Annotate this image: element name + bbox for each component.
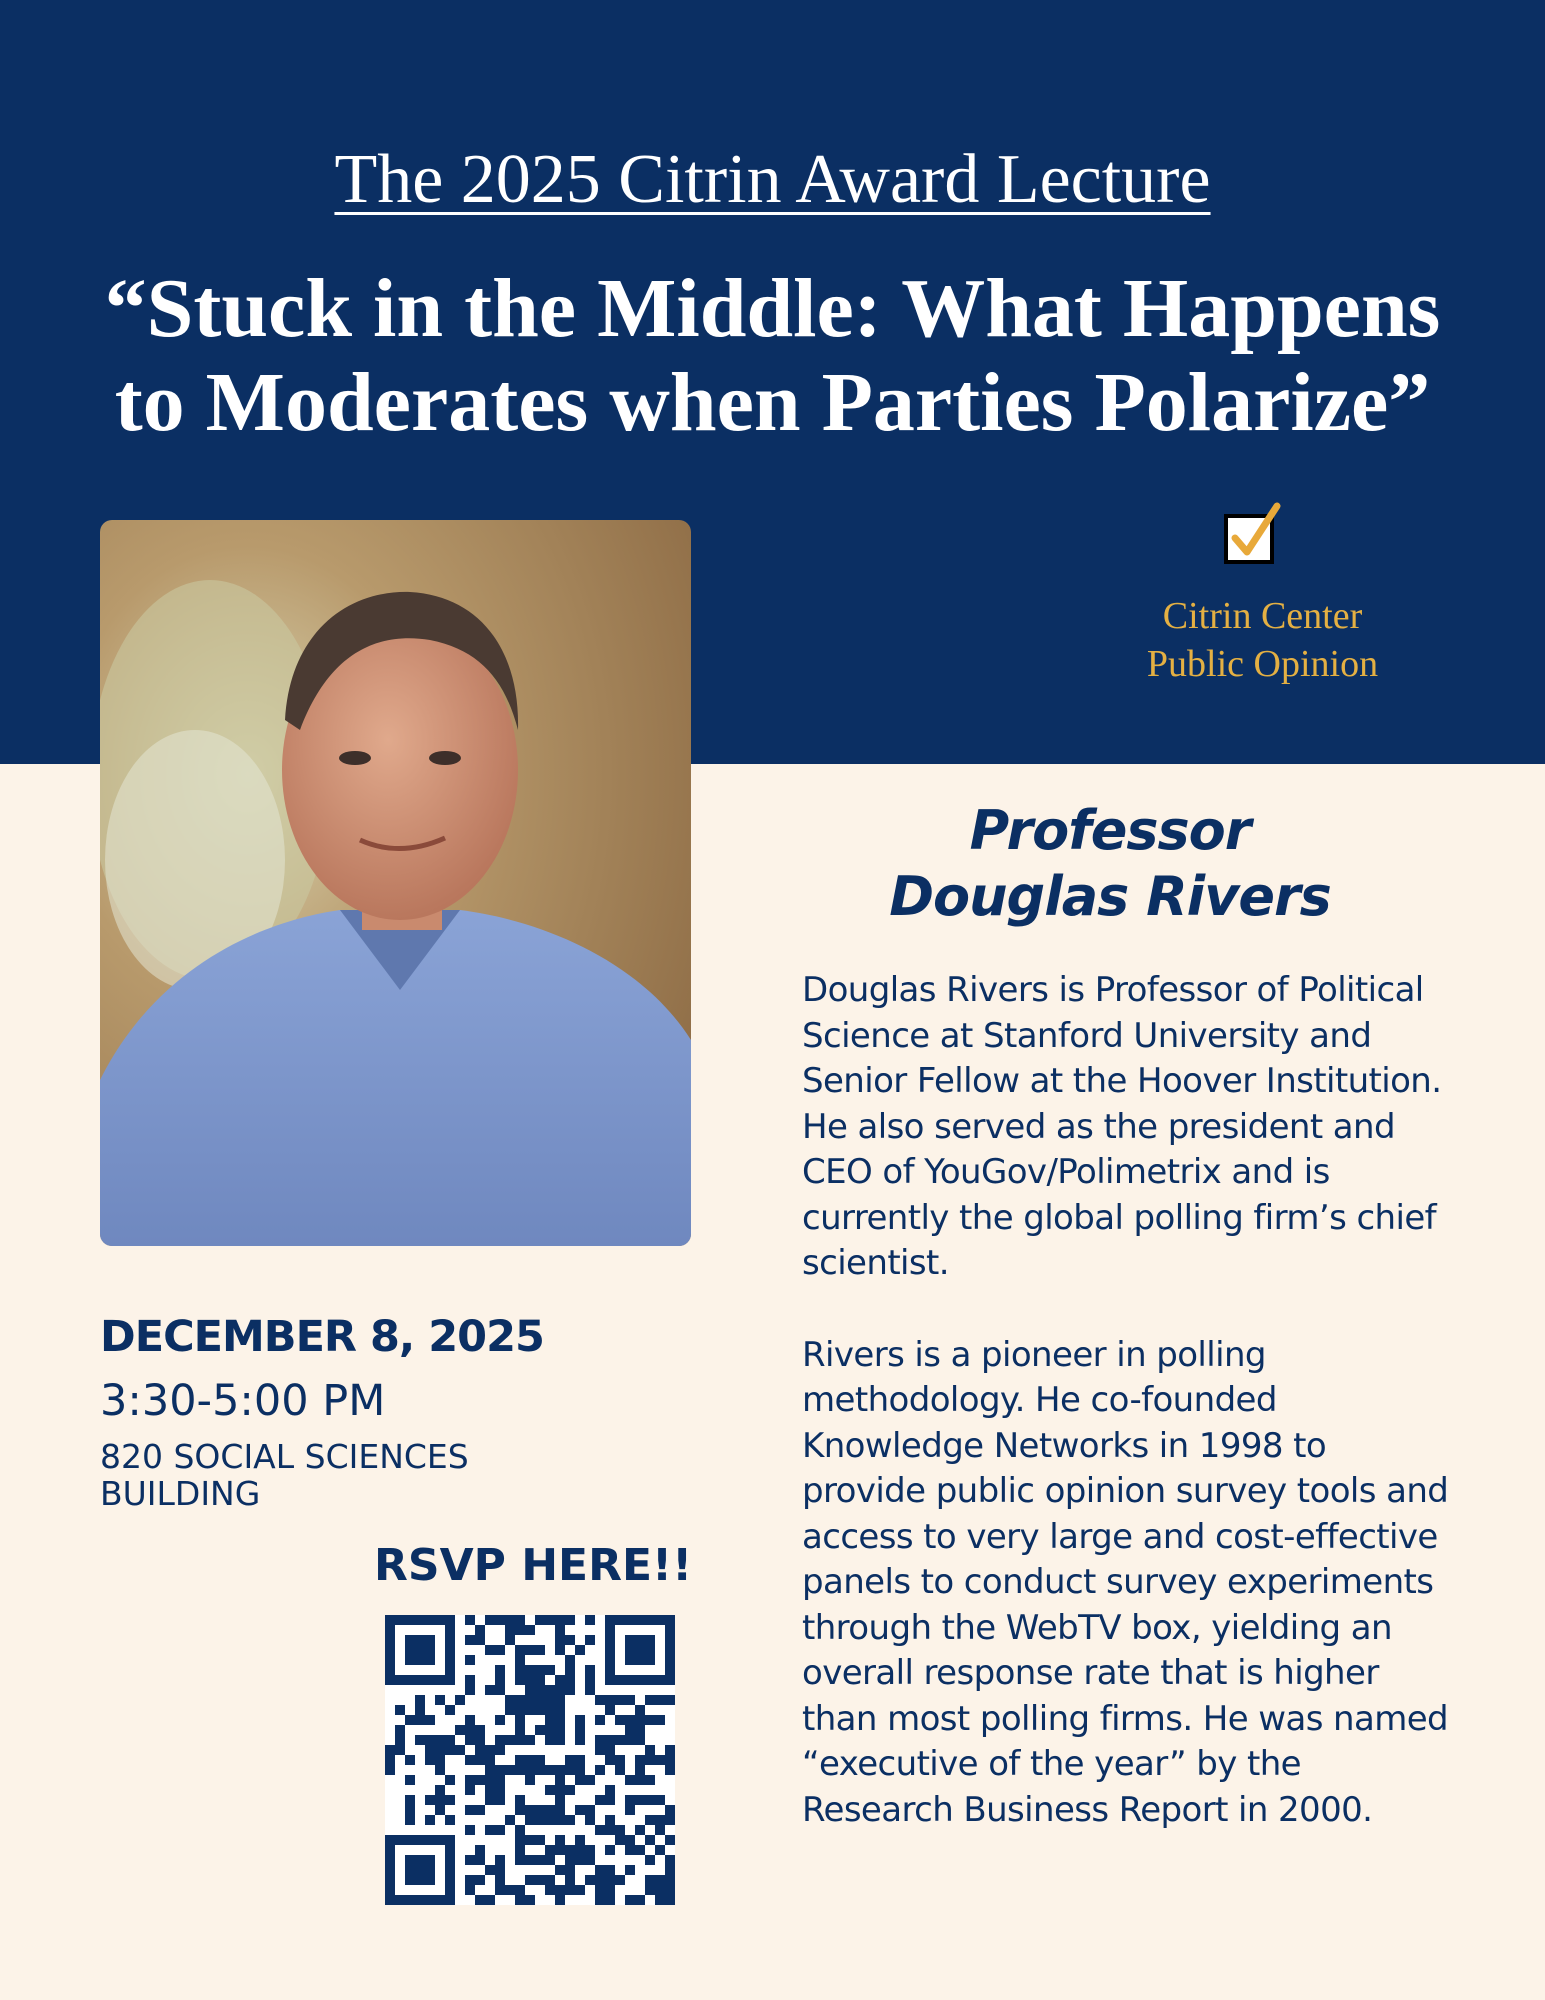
speaker-name: Douglas Rivers [889,865,1331,928]
event-time: 3:30-5:00 PM [100,1376,386,1426]
qr-code-icon[interactable] [385,1615,675,1905]
bio-paragraph-1: Douglas Rivers is Professor of Political Science at Stanford University and Senior Fellow at the Hoover Institution. He also served as the president and CEO of YouGov/Polimetrix and is currently the global polling firm’s chief scientist. [802,970,1442,1283]
lecture-title-line-1: “Stuck in the Middle: What Happens [104,262,1441,355]
speaker-heading [820,798,1400,930]
rsvp-label: RSVP HERE!! [374,1540,693,1591]
event-date: DECEMBER 8, 2025 [100,1312,544,1362]
lecture-title [40,262,1505,450]
speaker-title: Professor [969,799,1251,862]
speaker-bio [802,968,1452,1879]
checkbox-check-icon [1223,502,1283,566]
logo-line-1: Citrin Center [1162,595,1363,637]
lecture-title-line-2: to Moderates when Parties Polarize” [114,356,1431,449]
bio-paragraph-2: Rivers is a pioneer in polling methodology. He co-founded Knowledge Networks in 1998 to provide public opinion survey tools and access to very large and cost-effective panels to conduct survey experiments through the WebTV box, yielding an overall response rate that is higher than most polling firms. He was named “executive of the year” by the Research Business Report in 2000. [802,1334,1449,1830]
citrin-center-logo [1100,592,1425,688]
lecture-overline: The 2025 Citrin Award Lecture [334,141,1211,218]
speaker-photo [100,520,691,1246]
logo-line-2: Public Opinion [1146,643,1379,685]
event-location: 820 SOCIAL SCIENCES BUILDING [100,1437,469,1513]
